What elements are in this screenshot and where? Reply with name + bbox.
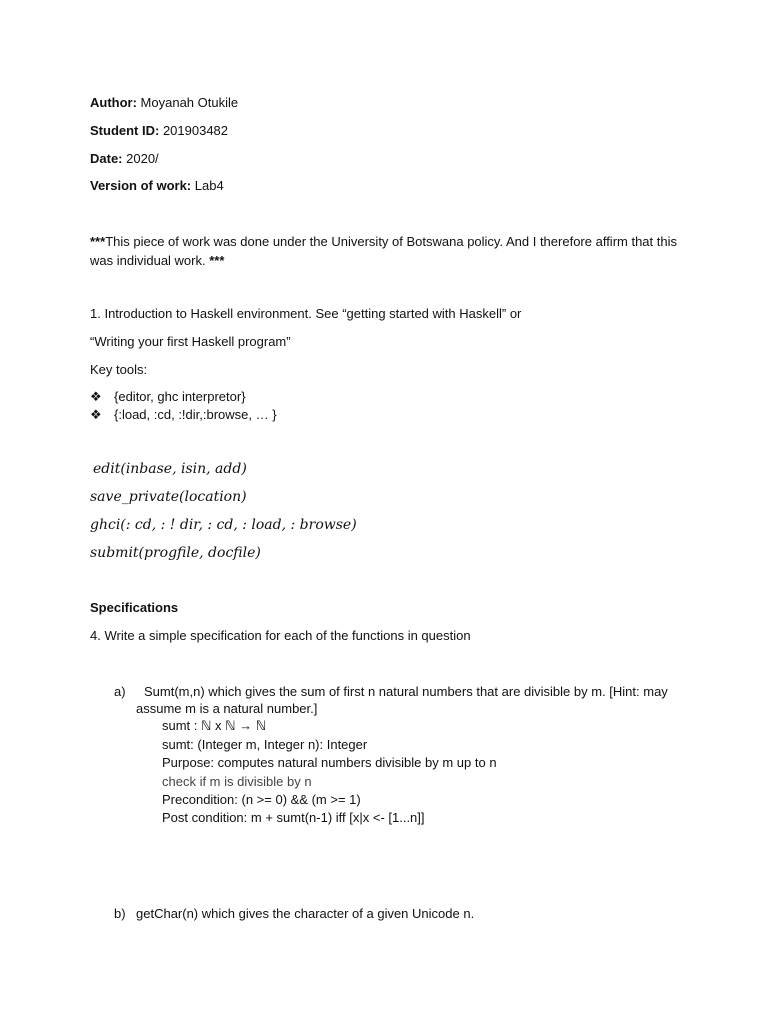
bullet-text: {editor, ghc interpretor}	[114, 389, 246, 404]
formula-edit: edit(inbase, isin, add)	[93, 461, 247, 477]
spec-typed-signature: sumt: (Integer m, Integer n): Integer	[162, 737, 368, 752]
part-a-marker: a)	[114, 684, 126, 699]
formula-ghci: ghci(: cd, : ! dir, : cd, : load, : browse)	[90, 517, 357, 533]
specifications-heading: Specifications	[90, 600, 179, 615]
bullet-text: {:load, :cd, :!dir,:browse, … }	[114, 407, 277, 422]
version-value: Lab4	[191, 178, 224, 193]
key-tools-label: Key tools:	[90, 362, 148, 377]
author-line	[90, 94, 238, 112]
spec-precondition: Precondition: (n >= 0) && (m >= 1)	[162, 792, 361, 807]
author-label: Author:	[90, 95, 137, 110]
author-value: Moyanah Otukile	[136, 95, 239, 110]
student-id-label: Student ID:	[90, 123, 160, 138]
date-label: Date:	[90, 151, 123, 166]
spec-signature: sumt : ℕ x ℕ → ℕ	[162, 718, 267, 733]
date-value: 2020/	[122, 151, 159, 166]
part-a-line-1: Sumt(m,n) which gives the sum of first n natural numbers that are divisible by m. [Hint: may	[144, 684, 668, 699]
part-a-line-2: assume m is a natural number.]	[136, 701, 318, 716]
intro-line-1: 1. Introduction to Haskell environment. See “getting started with Haskell” or	[90, 306, 522, 321]
diamond-bullet-icon: ❖	[90, 407, 102, 422]
spec-purpose: Purpose: computes natural numbers divisible by m up to n	[162, 755, 497, 770]
part-b-marker: b)	[114, 906, 126, 921]
diamond-bullet-icon: ❖	[90, 389, 102, 404]
version-line	[90, 177, 224, 195]
student-id-value: 201903482	[159, 123, 229, 138]
formula-submit: submit(progfile, docfile)	[90, 545, 261, 561]
formula-save-private: save_private(location)	[90, 489, 247, 505]
bullet-item-1	[90, 388, 246, 406]
date-line	[90, 150, 159, 168]
spec-check: check if m is divisible by n	[162, 774, 312, 789]
question-4: 4. Write a simple specification for each of the functions in question	[90, 628, 471, 643]
part-b-text: getChar(n) which gives the character of a given Unicode n.	[136, 906, 475, 921]
bullet-item-2	[90, 406, 277, 424]
student-id-line	[90, 122, 228, 140]
affirmation-paragraph	[90, 232, 690, 270]
intro-line-2: “Writing your first Haskell program”	[90, 334, 291, 349]
spec-postcondition: Post condition: m + sumt(n-1) iff [x|x <- [1...n]]	[162, 810, 425, 825]
affirmation-stars-open: ***	[90, 234, 106, 249]
version-label: Version of work:	[90, 178, 192, 193]
affirmation-stars-close: ***	[209, 253, 225, 268]
affirmation-text: This piece of work was done under the University of Botswana policy. And I therefore affirm that this was individual work.	[90, 234, 677, 268]
